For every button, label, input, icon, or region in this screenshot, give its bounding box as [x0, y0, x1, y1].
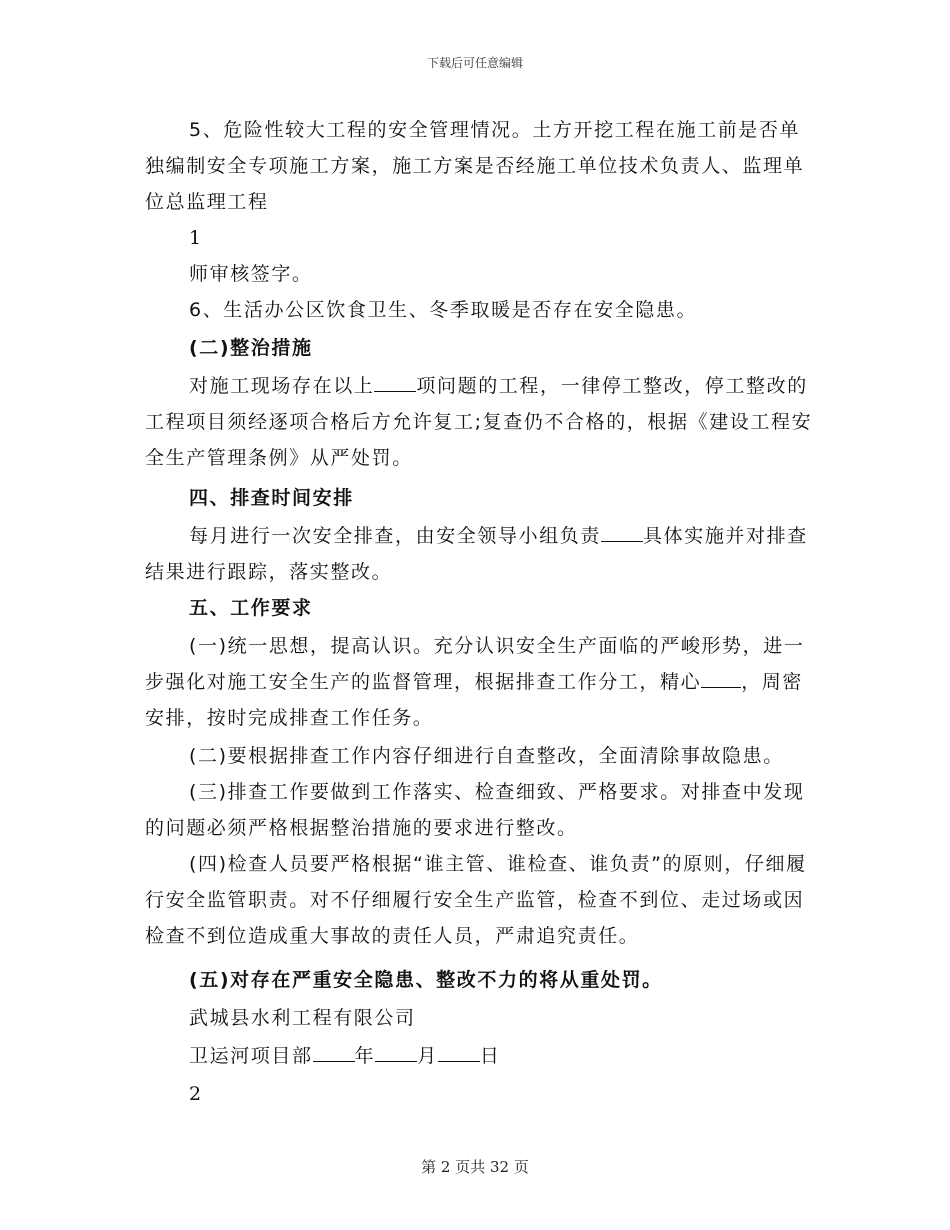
year-blank [313, 1041, 355, 1062]
year-label: 年 [354, 1045, 376, 1067]
page-marker-2: 2 [189, 1083, 203, 1105]
paragraph-schedule [145, 518, 815, 590]
month-blank [375, 1041, 417, 1062]
blank-line [374, 371, 416, 392]
paragraph-item-5-cont: 师审核签字。 [189, 263, 313, 285]
day-label: 日 [479, 1045, 501, 1067]
schedule-text-b: 具体实施并对排查结果进行跟踪，落实整改。 [145, 525, 808, 583]
heading-remediation-measures: (二)整治措施 [189, 337, 313, 359]
header-note: 下载后可任意编辑 [426, 56, 523, 70]
heading-requirements: 五、工作要求 [189, 597, 313, 619]
paragraph-requirement-1 [145, 628, 815, 736]
signature-date-line [145, 1038, 815, 1074]
company-name: 武城县水利工程有限公司 [189, 1007, 416, 1029]
schedule-text-a: 每月进行一次安全排查，由安全领导小组负责 [189, 525, 602, 547]
requirement-1-text-b: ，周密安排，按时完成排查工作任务。 [145, 671, 804, 729]
blank-line [701, 667, 741, 688]
page-marker-1: 1 [189, 227, 203, 249]
remediation-text-b: 项问题的工程，一律停工整改，停工整改的工程项目须经逐项合格后方允许复工;复查仍不合格的，根据《建设工程安全生产管理条例》从严处罚。 [145, 375, 813, 469]
paragraph-requirement-5: (五)对存在严重安全隐患、整改不力的将从重处罚。 [189, 969, 663, 991]
heading-schedule: 四、排查时间安排 [189, 487, 354, 509]
remediation-text-a: 对施工现场存在以上 [189, 375, 375, 397]
paragraph-item-6: 6、生活办公区饮食卫生、冬季取暖是否存在安全隐患。 [189, 299, 698, 321]
requirement-1-text-a: (一)统一思想，提高认识。充分认识安全生产面临的严峻形势，进一步强化对施工安全生产的监督管理，根据排查工作分工，精心 [145, 635, 805, 693]
paragraph-requirement-3: (三)排查工作要做到工作落实、检查细致、严格要求。对排查中发现的问题必须严格根据整治措施的要求进行整改。 [145, 781, 805, 839]
paragraph-item-5: 5、危险性较大工程的安全管理情况。土方开挖工程在施工前是否单独编制安全专项施工方案，施工方案是否经施工单位技术负责人、监理单位总监理工程 [145, 119, 805, 213]
blank-line [601, 521, 643, 542]
day-blank [438, 1041, 480, 1062]
project-dept: 卫运河项目部 [189, 1045, 313, 1067]
page-footer: 第 2 页共 32 页 [421, 1158, 529, 1176]
paragraph-requirement-4: (四)检查人员要严格根据“谁主管、谁检查、谁负责”的原则，仔细履行安全监管职责。对不仔细履行安全生产监管，检查不到位、走过场或因检查不到位造成重大事故的责任人员，严肃追究责任。 [145, 853, 807, 947]
paragraph-requirement-2: (二)要根据排查工作内容仔细进行自查整改，全面清除事故隐患。 [189, 745, 784, 767]
month-label: 月 [417, 1045, 438, 1067]
paragraph-remediation [145, 368, 815, 476]
